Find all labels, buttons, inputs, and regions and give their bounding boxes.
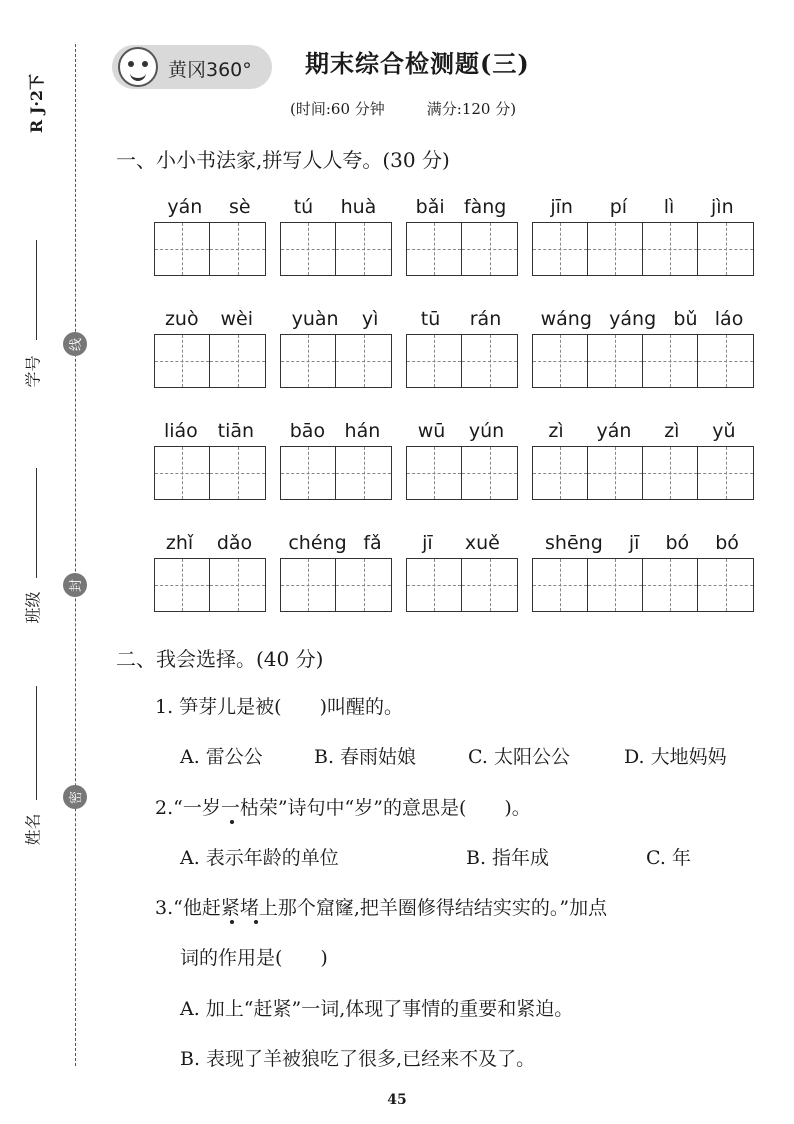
pinyin-label: [280, 308, 390, 330]
section-2-heading: 二、我会选择。(40 分): [116, 647, 324, 671]
writing-cell[interactable]: [281, 335, 336, 387]
pinyin-label: [280, 420, 390, 442]
writing-cell[interactable]: [698, 223, 753, 275]
writing-cell[interactable]: [462, 559, 517, 611]
pinyin-label: [280, 196, 390, 218]
pinyin-label: [280, 532, 390, 554]
writing-cell[interactable]: [336, 559, 391, 611]
writing-cell[interactable]: [407, 559, 462, 611]
q3-option-b[interactable]: B. 表现了羊被狼吃了很多,已经来不及了。: [180, 1048, 536, 1070]
pinyin-syllable: tú: [293, 196, 314, 218]
pinyin-label: [154, 196, 264, 218]
question-3-line2: 词的作用是( ): [180, 947, 328, 969]
pinyin-syllable: lì: [663, 196, 675, 218]
pinyin-syllable: yì: [361, 308, 379, 330]
emphasis-dot: [254, 920, 258, 924]
time-limit: (时间:60 分钟: [290, 100, 385, 118]
writing-grid: [154, 446, 266, 500]
emphasis-dot: [230, 820, 234, 824]
class-blank[interactable]: [36, 468, 37, 578]
pinyin-label: [406, 308, 516, 330]
writing-cell[interactable]: [155, 559, 210, 611]
pinyin-syllable: yáng: [609, 308, 657, 330]
writing-cell[interactable]: [643, 335, 698, 387]
q1-option-b[interactable]: B. 春雨姑娘: [314, 746, 417, 768]
q1-option-a[interactable]: A. 雷公公: [180, 746, 263, 768]
writing-cell[interactable]: [698, 335, 753, 387]
pinyin-syllable: wèi: [220, 308, 254, 330]
pinyin-syllable: bǎi: [415, 196, 445, 218]
exam-info: [290, 98, 558, 119]
pinyin-label: [532, 196, 752, 218]
writing-cell[interactable]: [588, 447, 643, 499]
page-title: 期末综合检测题(三): [305, 49, 530, 78]
writing-cell[interactable]: [588, 559, 643, 611]
pinyin-syllable: yán: [167, 196, 203, 218]
pinyin-label: [154, 308, 264, 330]
question-1: 1. 笋芽儿是被( )叫醒的。: [155, 696, 403, 718]
pinyin-label: [406, 196, 516, 218]
writing-grid: [532, 446, 754, 500]
writing-grid: [532, 334, 754, 388]
student-id-label: 学号: [23, 355, 43, 388]
pinyin-syllable: sè: [229, 196, 251, 218]
writing-cell[interactable]: [698, 447, 753, 499]
pinyin-label: [154, 532, 264, 554]
pinyin-syllable: bó: [715, 532, 739, 554]
class-label: 班级: [23, 591, 43, 624]
writing-grid: [154, 222, 266, 276]
writing-cell[interactable]: [407, 223, 462, 275]
pinyin-label: [406, 532, 516, 554]
page-number: 45: [387, 1092, 407, 1108]
q1-option-c[interactable]: C. 太阳公公: [468, 746, 570, 768]
pinyin-syllable: pí: [609, 196, 628, 218]
writing-grid: [406, 558, 518, 612]
writing-cell[interactable]: [210, 335, 265, 387]
q3-option-a[interactable]: A. 加上“赶紧”一词,体现了事情的重要和紧迫。: [180, 998, 574, 1020]
pinyin-syllable: dǎo: [216, 532, 253, 554]
pinyin-syllable: fǎ: [363, 532, 382, 554]
pinyin-label: [406, 420, 516, 442]
writing-cell[interactable]: [698, 559, 753, 611]
writing-grid: [406, 446, 518, 500]
cut-line: [75, 44, 76, 1066]
writing-cell[interactable]: [533, 335, 588, 387]
pinyin-syllable: hán: [344, 420, 381, 442]
pinyin-syllable: láo: [714, 308, 744, 330]
pinyin-syllable: fàng: [463, 196, 507, 218]
writing-cell[interactable]: [281, 559, 336, 611]
writing-cell[interactable]: [155, 447, 210, 499]
writing-cell[interactable]: [155, 335, 210, 387]
pinyin-syllable: yán: [596, 420, 632, 442]
seal-seal: 封: [63, 573, 87, 597]
seal-secret: 密: [63, 785, 87, 809]
writing-cell[interactable]: [210, 447, 265, 499]
section-1-heading: 一、小小书法家,拼写人人夸。(30 分): [116, 148, 450, 172]
pinyin-syllable: tiān: [217, 420, 255, 442]
writing-cell[interactable]: [336, 335, 391, 387]
writing-grid: [280, 446, 392, 500]
writing-cell[interactable]: [588, 335, 643, 387]
pinyin-syllable: zuò: [164, 308, 199, 330]
seal-line: 线: [63, 332, 87, 356]
brand-badge: [112, 45, 272, 89]
pinyin-syllable: liáo: [163, 420, 198, 442]
series-code: R J·2下: [27, 73, 47, 134]
pinyin-syllable: huà: [340, 196, 377, 218]
pinyin-syllable: yún: [468, 420, 505, 442]
writing-grid: [280, 222, 392, 276]
pinyin-label: [532, 532, 752, 554]
pinyin-syllable: bó: [665, 532, 690, 554]
writing-cell[interactable]: [533, 223, 588, 275]
q2-option-c[interactable]: C. 年: [646, 847, 691, 869]
writing-cell[interactable]: [588, 223, 643, 275]
writing-cell[interactable]: [533, 559, 588, 611]
pinyin-syllable: rán: [469, 308, 502, 330]
pinyin-syllable: wáng: [540, 308, 592, 330]
pinyin-syllable: xuě: [464, 532, 500, 554]
writing-cell[interactable]: [643, 223, 698, 275]
name-label: 姓名: [23, 813, 43, 846]
writing-grid: [532, 558, 754, 612]
writing-grid: [532, 222, 754, 276]
writing-cell[interactable]: [210, 559, 265, 611]
pinyin-syllable: zì: [548, 420, 564, 442]
pinyin-label: [532, 420, 752, 442]
writing-cell[interactable]: [533, 447, 588, 499]
emphasis-dot: [230, 920, 234, 924]
writing-grid: [406, 334, 518, 388]
pinyin-syllable: yǔ: [712, 420, 736, 442]
pinyin-label: [532, 308, 752, 330]
q2-option-a[interactable]: A. 表示年龄的单位: [180, 847, 339, 869]
pinyin-syllable: wū: [417, 420, 446, 442]
writing-grid: [280, 558, 392, 612]
writing-cell[interactable]: [407, 447, 462, 499]
writing-cell[interactable]: [155, 223, 210, 275]
pinyin-syllable: yuàn: [291, 308, 339, 330]
pinyin-syllable: shēng: [545, 532, 603, 554]
writing-cell[interactable]: [336, 223, 391, 275]
pinyin-syllable: bāo: [289, 420, 326, 442]
writing-cell[interactable]: [281, 447, 336, 499]
writing-grid: [406, 222, 518, 276]
pinyin-syllable: zì: [664, 420, 680, 442]
student-id-blank[interactable]: [36, 240, 37, 340]
name-blank[interactable]: [36, 686, 37, 800]
pinyin-syllable: jìn: [711, 196, 734, 218]
full-score: 满分:120 分): [426, 100, 517, 118]
pinyin-syllable: tū: [420, 308, 441, 330]
writing-grid: [154, 334, 266, 388]
pinyin-syllable: chéng: [288, 532, 347, 554]
writing-cell[interactable]: [407, 335, 462, 387]
question-3-line1: 3.“他赶紧堵上那个窟窿,把羊圈修得结结实实的。”加点: [155, 897, 608, 919]
pinyin-syllable: zhǐ: [165, 532, 194, 554]
writing-cell[interactable]: [462, 447, 517, 499]
writing-cell[interactable]: [210, 223, 265, 275]
writing-cell[interactable]: [643, 447, 698, 499]
q1-option-d[interactable]: D. 大地妈妈: [624, 746, 727, 768]
writing-cell[interactable]: [643, 559, 698, 611]
pinyin-label: [154, 420, 264, 442]
q2-option-b[interactable]: B. 指年成: [466, 847, 550, 869]
writing-grid: [154, 558, 266, 612]
writing-grid: [280, 334, 392, 388]
writing-cell[interactable]: [281, 223, 336, 275]
mascot-logo-icon: [118, 47, 158, 87]
question-2: 2.“一岁一枯荣”诗句中“岁”的意思是( )。: [155, 797, 531, 819]
writing-cell[interactable]: [462, 223, 517, 275]
writing-cell[interactable]: [336, 447, 391, 499]
pinyin-syllable: bǔ: [673, 308, 698, 330]
pinyin-syllable: jī: [422, 532, 433, 554]
pinyin-syllable: jī: [628, 532, 640, 554]
badge-text: 黄冈360°: [168, 59, 252, 81]
pinyin-syllable: jīn: [550, 196, 573, 218]
writing-cell[interactable]: [462, 335, 517, 387]
